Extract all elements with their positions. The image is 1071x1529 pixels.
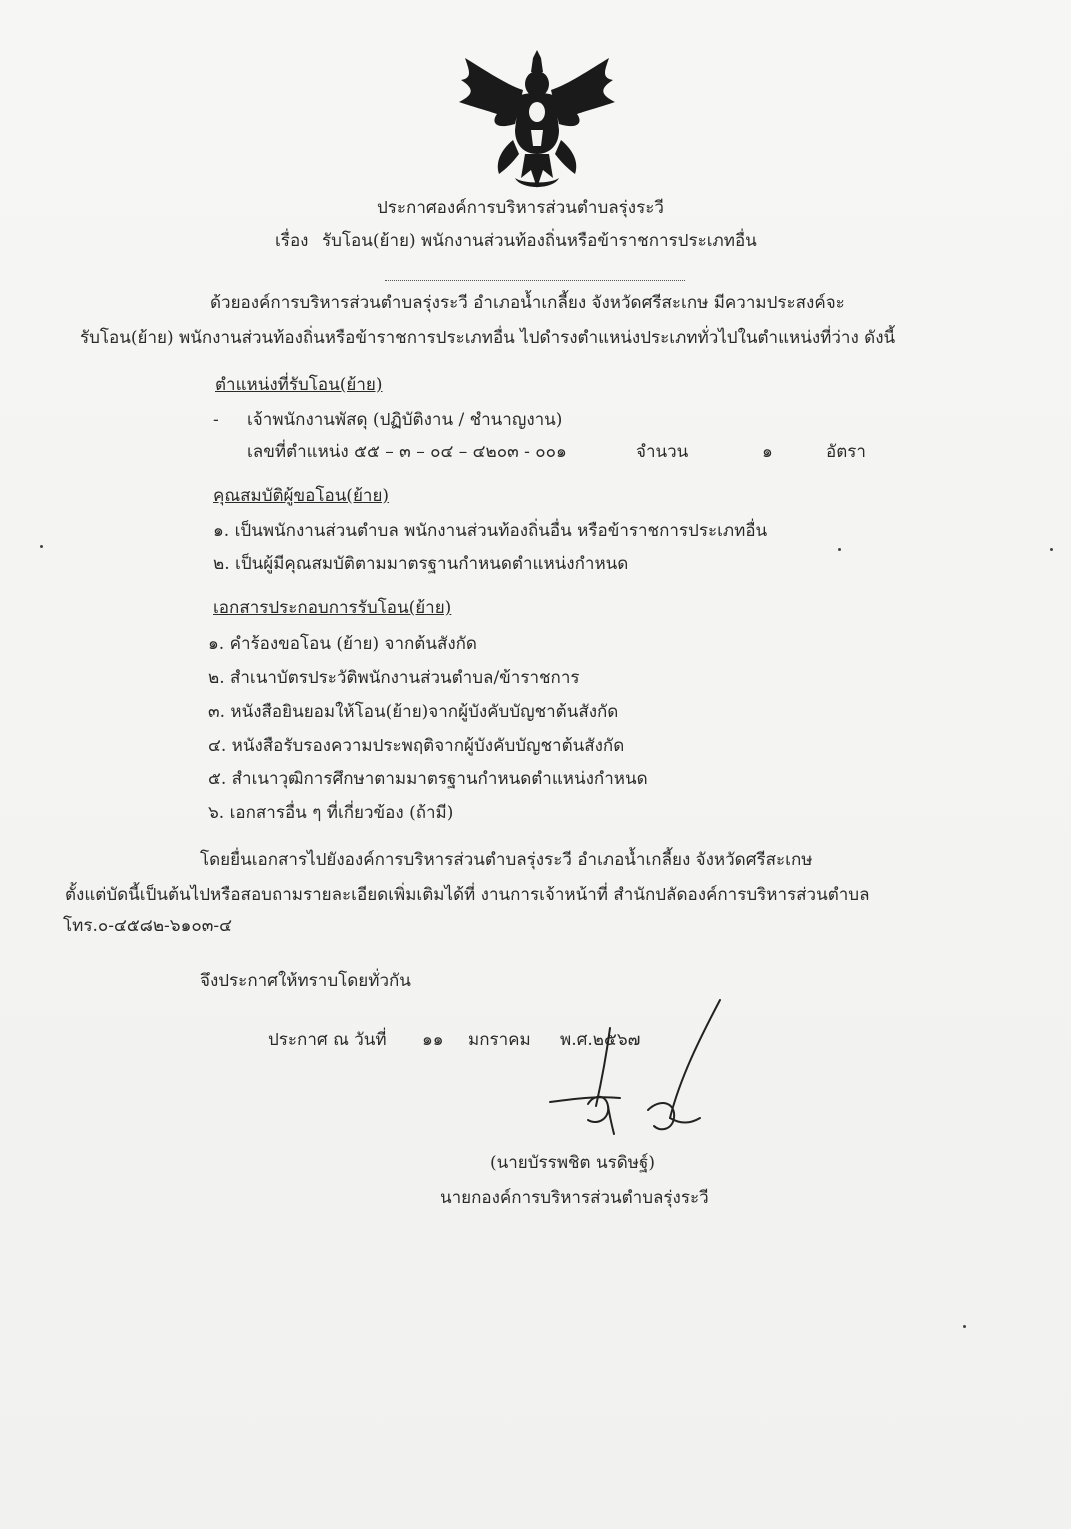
- document-item: ๔. หนังสือรับรองความประพฤติจากผู้บังคับบัญชาต้นสังกัด: [208, 736, 625, 756]
- document-item: ๑. คำร้องขอโอน (ย้าย) จากต้นสังกัด: [208, 634, 477, 654]
- document-item: ๖. เอกสารอื่น ๆ ที่เกี่ยวข้อง (ถ้ามี): [208, 803, 454, 823]
- header-divider: [385, 280, 685, 281]
- date-prefix: ประกาศ ณ วันที่: [268, 1030, 387, 1050]
- position-heading: ตำแหน่งที่รับโอน(ย้าย): [215, 375, 383, 395]
- documents-heading: เอกสารประกอบการรับโอน(ย้าย): [213, 598, 452, 618]
- phone-number: โทร.๐-๔๕๘๒-๖๑๐๓-๔: [63, 916, 232, 936]
- submission-line-1: โดยยื่นเอกสารไปยังองค์การบริหารส่วนตำบลรุ่งระวี อำเภอน้ำเกลี้ยง จังหวัดศรีสะเกษ: [200, 850, 813, 870]
- position-name: เจ้าพนักงานพัสดุ (ปฏิบัติงาน / ชำนาญงาน): [247, 410, 563, 430]
- announcement-title: ประกาศองค์การบริหารส่วนตำบลรุ่งระวี: [377, 198, 664, 218]
- paper-speck: [838, 548, 841, 551]
- document-item: ๓. หนังสือยินยอมให้โอน(ย้าย)จากผู้บังคับบัญชาต้นสังกัด: [208, 702, 619, 722]
- paper-speck: [40, 545, 43, 548]
- position-number: เลขที่ตำแหน่ง ๕๕ – ๓ – ๐๔ – ๔๒๐๓ - ๐๐๑: [247, 442, 567, 462]
- garuda-emblem-icon: [455, 50, 615, 200]
- count-label: จำนวน: [636, 442, 689, 462]
- intro-line-2: รับโอน(ย้าย) พนักงานส่วนท้องถิ่นหรือข้าราชการประเภทอื่น ไปดำรงตำแหน่งประเภททั่วไปในตำแหน่งที่ว่าง ดังนี้: [80, 328, 896, 348]
- submission-line-2: ตั้งแต่บัดนี้เป็นต้นไปหรือสอบถามรายละเอียดเพิ่มเติมได้ที่ งานการเจ้าหน้าที่ สำนักปลัดองค์การบริหารส่วนตำบล: [65, 885, 870, 905]
- position-bullet: -: [213, 410, 219, 430]
- count-value: ๑: [762, 442, 773, 462]
- document-item: ๕. สำเนาวุฒิการศึกษาตามมาตรฐานกำหนดตำแหน่งกำหนด: [208, 769, 648, 789]
- document-item: ๒. สำเนาบัตรประวัติพนักงานส่วนตำบล/ข้าราชการ: [208, 668, 580, 688]
- qualification-item: ๑. เป็นพนักงานส่วนตำบล พนักงานส่วนท้องถิ่นอื่น หรือข้าราชการประเภทอื่น: [213, 521, 768, 541]
- announce-text: จึงประกาศให้ทราบโดยทั่วกัน: [200, 971, 411, 991]
- count-unit: อัตรา: [826, 442, 866, 462]
- qualifications-heading: คุณสมบัติผู้ขอโอน(ย้าย): [213, 486, 390, 506]
- paper-speck: [1050, 548, 1053, 551]
- signatory-name: (นายบัรรพชิต นรดิษฐ์): [490, 1153, 656, 1173]
- paper-speck: [963, 1325, 966, 1328]
- subject-label: เรื่อง: [275, 231, 309, 251]
- subject-text: รับโอน(ย้าย) พนักงานส่วนท้องถิ่นหรือข้าราชการประเภทอื่น: [322, 231, 757, 251]
- date-month: มกราคม: [468, 1030, 531, 1050]
- date-year: พ.ศ.๒๕๖๗: [560, 1030, 641, 1050]
- intro-line-1: ด้วยองค์การบริหารส่วนตำบลรุ่งระวี อำเภอน้ำเกลี้ยง จังหวัดศรีสะเกษ มีความประสงค์จะ: [210, 293, 845, 313]
- date-day: ๑๑: [422, 1030, 444, 1050]
- handwritten-signature: [540, 998, 730, 1148]
- signatory-title: นายกองค์การบริหารส่วนตำบลรุ่งระวี: [440, 1188, 709, 1208]
- qualification-item: ๒. เป็นผู้มีคุณสมบัติตามมาตรฐานกำหนดตำแหน่งกำหนด: [213, 554, 629, 574]
